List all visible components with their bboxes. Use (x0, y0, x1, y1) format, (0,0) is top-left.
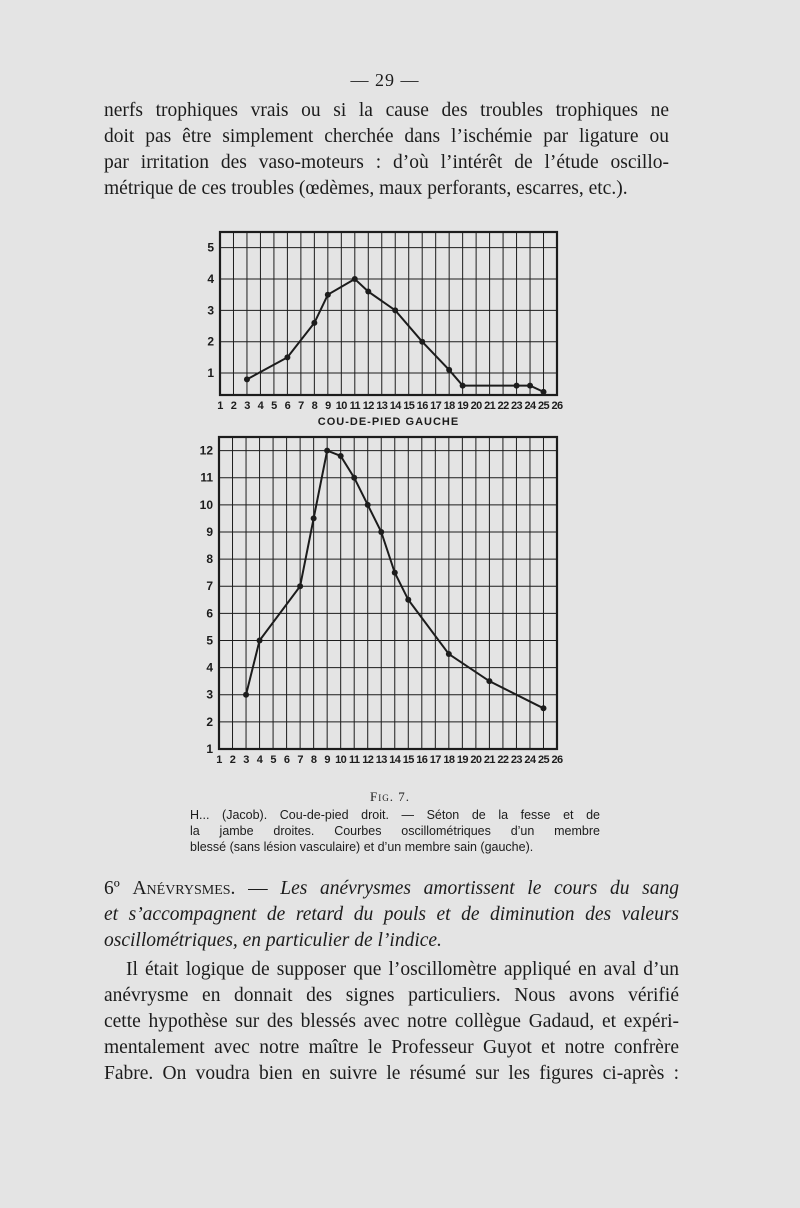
x-tick-label: 23 (511, 400, 523, 412)
x-tick-label: 12 (362, 754, 374, 766)
x-tick-label: 15 (403, 400, 415, 412)
y-tick-label: 5 (206, 633, 213, 648)
y-tick-label: 8 (206, 552, 213, 567)
data-point (446, 651, 452, 657)
x-tick-label: 25 (537, 754, 550, 766)
y-tick-label: 7 (206, 579, 213, 594)
y-tick-label: 5 (207, 240, 214, 255)
x-tick-label: 10 (335, 754, 347, 766)
data-point (405, 597, 411, 603)
x-tick-label: 18 (443, 400, 455, 412)
x-tick-label: 9 (324, 754, 330, 766)
italic-line: oscillométriques, en particulier de l’indice. (104, 930, 442, 951)
x-tick-label: 24 (524, 400, 536, 412)
data-point (378, 529, 384, 535)
x-tick-label: 4 (256, 754, 263, 766)
x-tick-label: 8 (310, 754, 317, 766)
x-tick-label: 19 (457, 400, 469, 412)
x-tick-label: 10 (335, 400, 347, 412)
x-tick-label: 14 (389, 754, 401, 766)
x-tick-label: 22 (497, 754, 509, 766)
x-tick-label: 18 (443, 754, 455, 766)
x-tick-label: 2 (230, 400, 237, 412)
body-line: Fabre. On voudra bien en suivre le résumé sur les figures ci-après : (104, 1063, 679, 1084)
body-line: cette hypothèse sur des blessés avec notre collègue Gadaud, et expéri- (104, 1011, 679, 1032)
x-tick-label: 21 (483, 754, 495, 766)
caption-line: H... (Jacob). Cou-de-pied droit. — Séton de la fesse et de (190, 808, 600, 822)
data-point (540, 705, 546, 711)
data-point (297, 583, 303, 589)
y-tick-label: 6 (206, 606, 213, 621)
x-tick-label: 13 (375, 754, 387, 766)
x-tick-label: 14 (389, 400, 401, 412)
x-tick-label: 23 (510, 754, 522, 766)
x-tick-label: 17 (429, 754, 441, 766)
y-tick-label: 12 (199, 443, 213, 458)
y-tick-label: 1 (207, 366, 214, 381)
section-heading-line (104, 878, 679, 900)
y-tick-label: 2 (206, 714, 213, 729)
y-tick-label: 2 (207, 334, 214, 349)
x-tick-label: 26 (551, 754, 563, 766)
y-tick-label: 3 (207, 303, 214, 318)
y-tick-label: 9 (206, 524, 213, 539)
x-tick-label: 9 (325, 400, 331, 412)
x-tick-label: 1 (217, 400, 223, 412)
y-tick-label: 11 (200, 470, 213, 485)
x-tick-label: 20 (470, 754, 482, 766)
x-tick-label: 6 (283, 754, 290, 766)
x-tick-label: 5 (270, 754, 276, 766)
italic-line: et s’accompagnent de retard du pouls et de diminution des valeurs (104, 904, 679, 925)
data-point (257, 637, 263, 643)
data-point (351, 475, 357, 481)
data-point (486, 678, 492, 684)
x-tick-label: 4 (257, 400, 264, 412)
caption-line: blessé (sans lésion vasculaire) et d’un membre sain (gauche). (190, 840, 534, 854)
x-tick-label: 6 (284, 400, 291, 412)
data-point (311, 515, 317, 521)
x-tick-label: 16 (416, 400, 428, 412)
x-tick-label: 13 (376, 400, 388, 412)
x-tick-label: 19 (456, 754, 468, 766)
x-tick-label: 11 (349, 400, 361, 412)
intro-line: nerfs trophiques vrais ou si la cause des troubles trophiques ne (104, 100, 669, 121)
y-tick-label: 3 (206, 687, 213, 702)
section-title: Anévrysmes. (132, 878, 236, 899)
y-tick-label: 10 (199, 497, 213, 512)
data-point (365, 502, 371, 508)
intro-line: doit pas être simplement cherchée dans l’ischémie par ligature ou (104, 126, 669, 147)
x-tick-label: 8 (311, 400, 318, 412)
section-number: 6º (104, 878, 120, 899)
x-tick-label: 3 (244, 400, 250, 412)
body-line: mentalement avec notre maître le Professeur Guyot et notre confrère (104, 1037, 679, 1058)
data-point (338, 453, 344, 459)
italic-line: Les anévrysmes amortissent le cours du sang (280, 878, 679, 899)
plot-frame (219, 437, 557, 749)
x-tick-label: 20 (470, 400, 482, 412)
x-tick-label: 17 (430, 400, 442, 412)
x-tick-label: 22 (497, 400, 509, 412)
x-tick-label: 25 (537, 400, 550, 412)
figure-label: Fig. 7. (370, 789, 410, 804)
section-dash: — (235, 878, 281, 899)
y-tick-label: 4 (207, 272, 214, 287)
data-point (392, 570, 398, 576)
x-tick-label: 5 (271, 400, 277, 412)
x-tick-label: 21 (484, 400, 496, 412)
x-tick-label: 7 (298, 400, 304, 412)
x-tick-label: 3 (243, 754, 249, 766)
intro-line: métrique de ces troubles (œdèmes, maux perforants, escarres, etc.). (104, 178, 628, 199)
x-tick-label: 15 (402, 754, 414, 766)
data-point (243, 692, 249, 698)
x-tick-label: 11 (348, 754, 360, 766)
x-tick-label: 26 (551, 400, 563, 412)
page-number: — 29 — (350, 70, 420, 90)
x-axis-label: COU-DE-PIED GAUCHE (317, 416, 460, 428)
x-tick-label: 7 (297, 754, 303, 766)
body-line: Il était logique de supposer que l’oscillomètre appliqué en aval d’un (126, 959, 679, 980)
data-point (324, 448, 330, 454)
y-tick-label: 1 (206, 742, 213, 756)
y-tick-label: 4 (206, 660, 213, 675)
x-tick-label: 24 (524, 754, 536, 766)
x-tick-label: 16 (416, 754, 428, 766)
caption-line: la jambe droites. Courbes oscillométriques d’un membre (190, 824, 600, 838)
x-tick-label: 2 (229, 754, 236, 766)
body-line: anévrysme en donnait des signes particuliers. Nous avons vérifié (104, 985, 679, 1006)
intro-line: par irritation des vaso-moteurs : d’où l’intérêt de l’étude oscillo- (104, 152, 669, 173)
x-tick-label: 12 (362, 400, 374, 412)
x-tick-label: 1 (216, 754, 222, 766)
